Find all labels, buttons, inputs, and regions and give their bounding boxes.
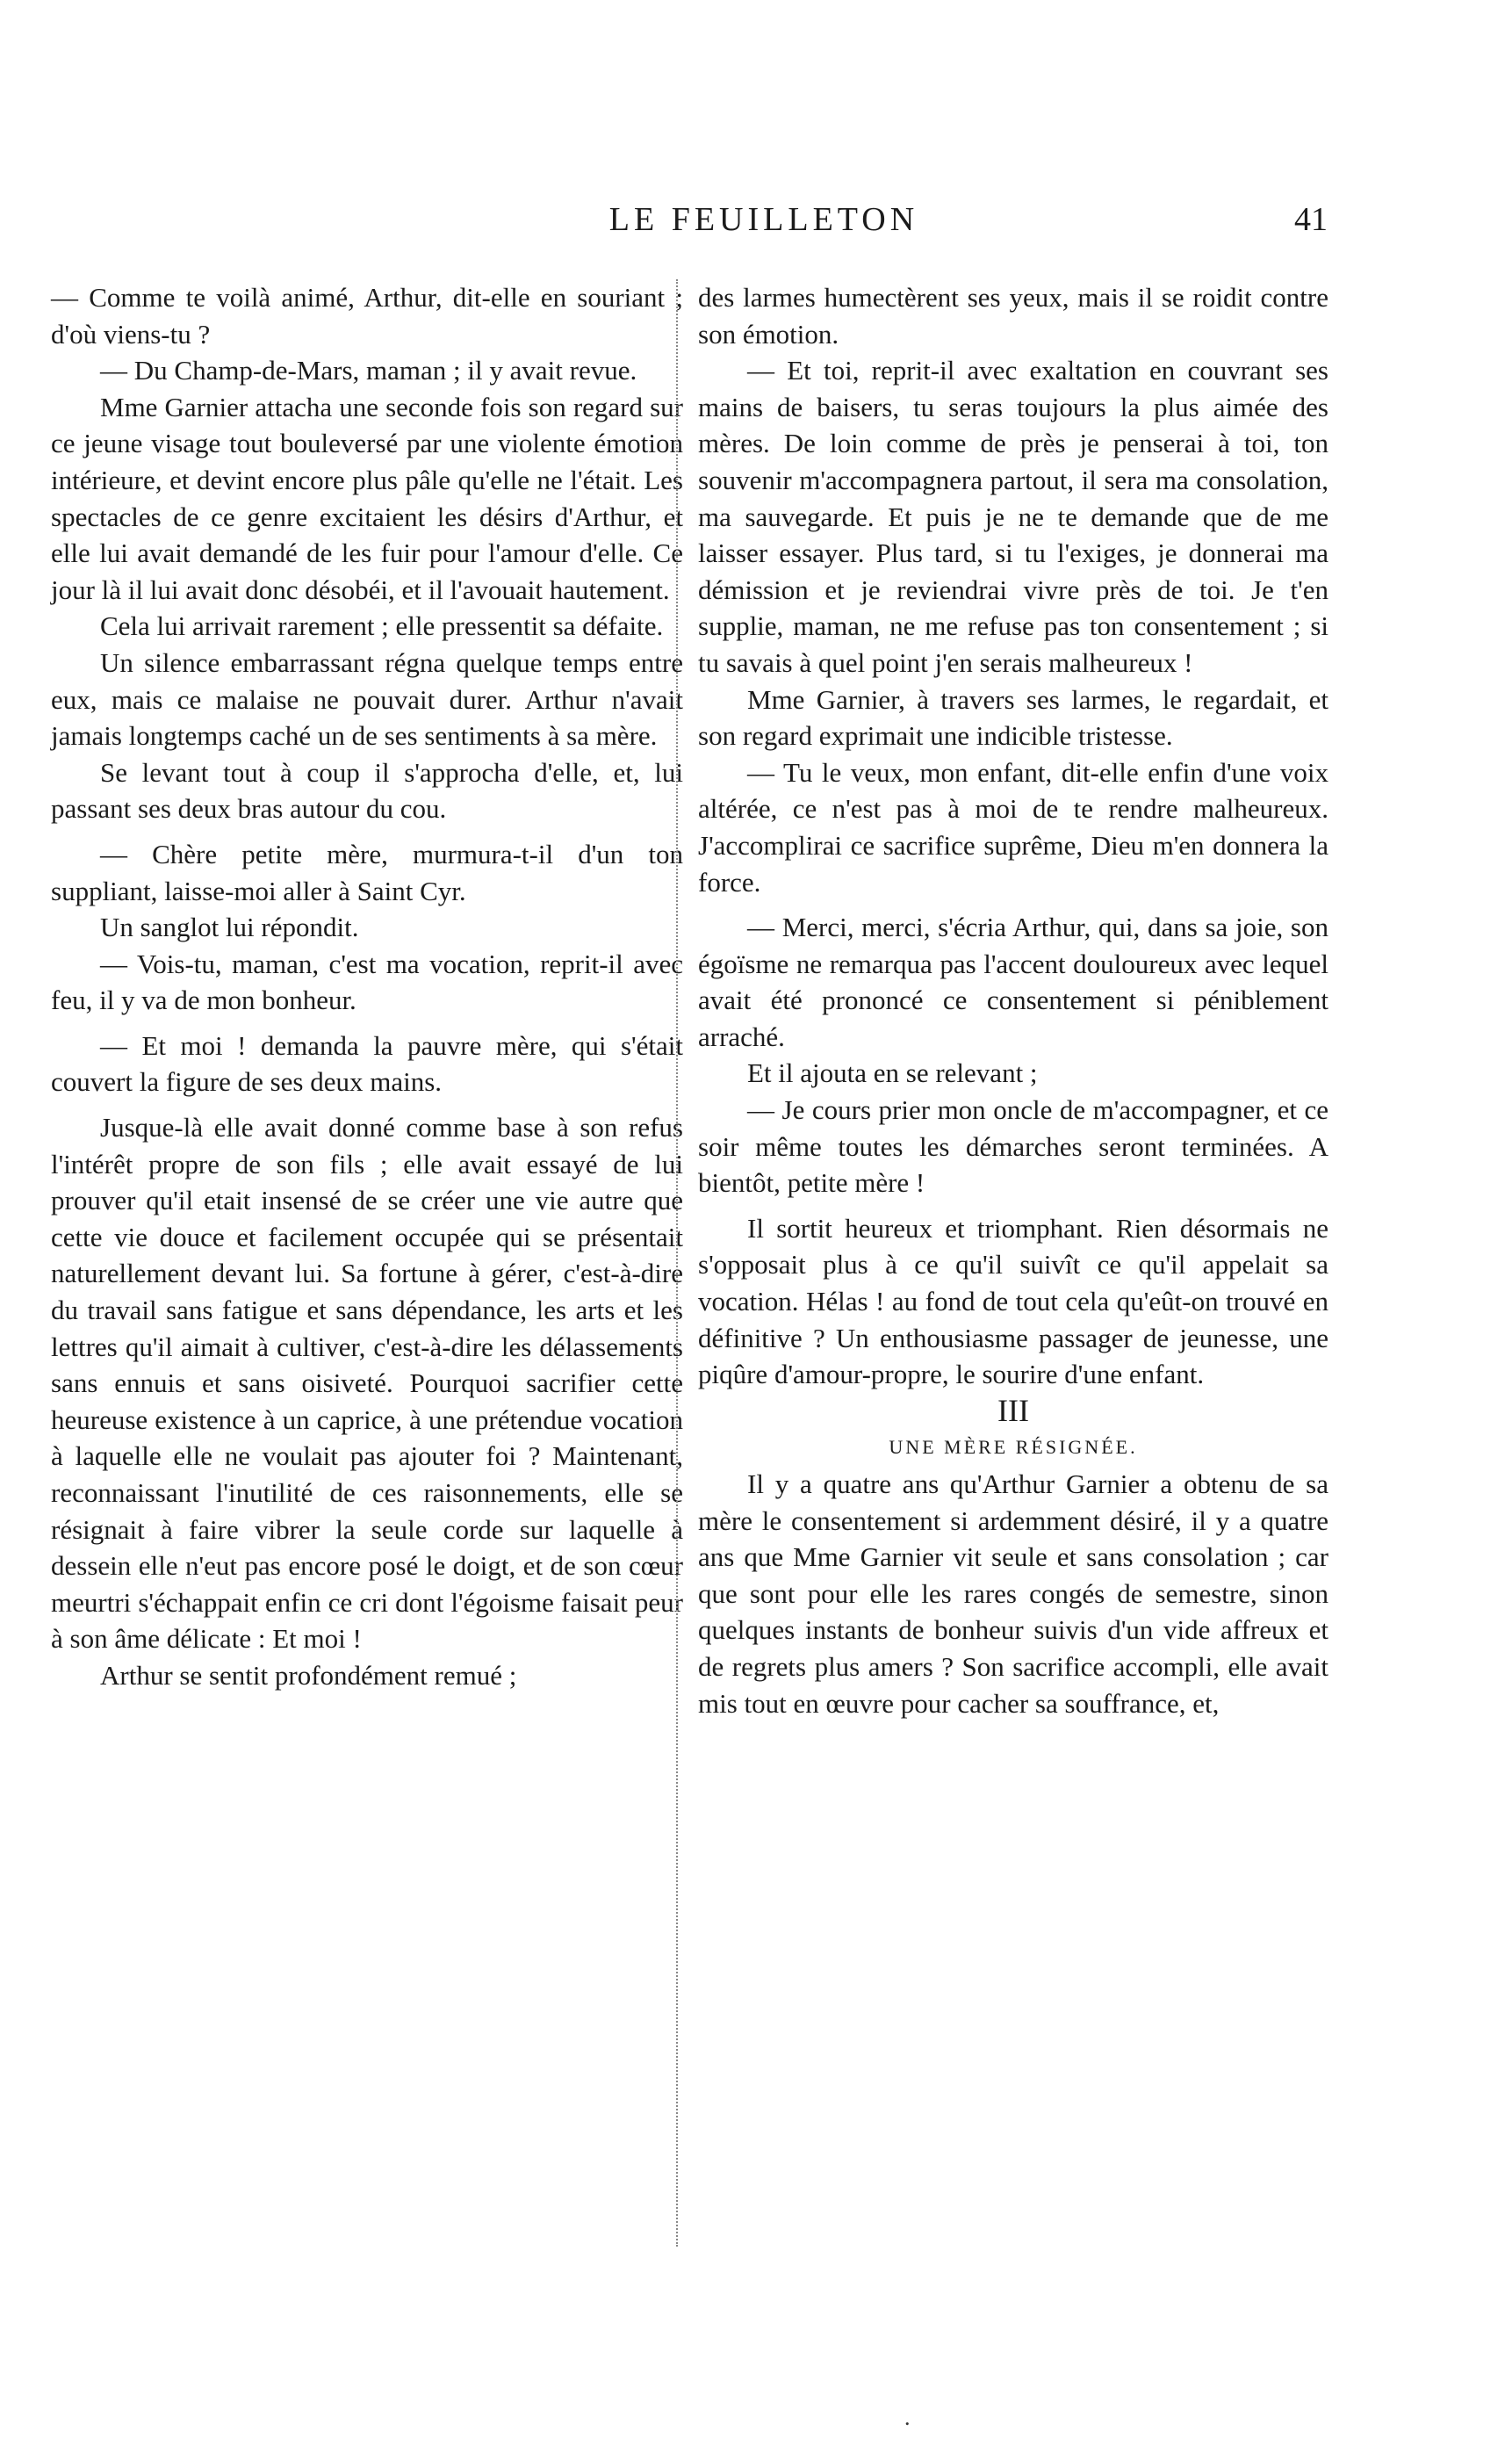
paragraph: — Du Champ-de-Mars, maman ; il y avait revue. bbox=[100, 355, 637, 386]
paragraph: Se levant tout à coup il s'approcha d'elle, et, lui passant ses deux bras autour du cou. bbox=[51, 756, 683, 825]
page-number: 41 bbox=[1294, 201, 1328, 238]
running-head bbox=[0, 200, 1512, 253]
paragraph: — Chère petite mère, murmura-t-il d'un ton suppliant, laisse-moi aller à Saint Cyr. bbox=[51, 838, 683, 906]
right-column bbox=[698, 279, 1328, 1721]
paragraph: Un silence embarrassant régna quelque temps entre eux, mais ce malaise ne pouvait durer. Arthur n'avait jamais longtemps caché un de ses sentiments à sa mère. bbox=[51, 646, 683, 752]
paragraph: — Et moi ! demanda la pauvre mère, qui s'était couvert la figure de ses deux mains. bbox=[51, 1029, 683, 1098]
paragraph: Jusque-là elle avait donné comme base à son refus l'intérêt propre de son fils ; elle avait essayé de lui prouver qu'il etait insensé de se créer une vie autre que cette vie douce et facilement occupée qui se présentait naturellement devant lui. Sa fortune à gérer, c'est-à-dire du travail sans fatigue et sans dépendance, les arts et les lettres qu'il aimait à cultiver, c'est-à-dire les délassements sans ennuis et sans oisiveté. Pourquoi sacrifier cette heureuse existence à un caprice, à une prétendue vocation à laquelle elle ne voulait pas ajouter foi ? Maintenant, reconnaissant l'inutilité de ces raisonnements, elle se résignait à faire vibrer la seule corde sur laquelle à dessein elle n'eut pas encore posé le doigt, et de son cœur meurtri s'échappait enfin ce cri dont l'égoisme faisait peur à son âme délicate : Et moi ! bbox=[51, 1112, 683, 1655]
page-title: LE FEUILLETON bbox=[608, 201, 919, 238]
paragraph: — Et toi, reprit-il avec exaltation en couvrant ses mains de baisers, tu seras toujours la plus aimée des mères. De loin comme de près je penserai à toi, ton souvenir m'accompagnera partout, il sera ma consolation, ma sauvegarde. Et puis je ne te demande que de me laisser essayer. Plus tard, si tu l'exiges, je donnerai ma démission et je reviendrai vivre près de toi. Je t'en supplie, maman, ne me refuse pas ton consentement ; si tu savais à quel point j'en serais malheureux ! bbox=[698, 355, 1328, 678]
chapter-title: UNE MÈRE RÉSIGNÉE. bbox=[889, 1436, 1138, 1459]
chapter-number: III bbox=[997, 1392, 1029, 1428]
paragraph: Arthur se sentit profondément remué ; bbox=[100, 1659, 517, 1691]
paragraph: Un sanglot lui répondit. bbox=[100, 912, 359, 943]
paragraph: Cela lui arrivait rarement ; elle pressentit sa défaite. bbox=[100, 610, 664, 642]
paragraph: — Je cours prier mon oncle de m'accompagner, et ce soir même toutes les démarches seront terminées. A bientôt, petite mère ! bbox=[698, 1094, 1328, 1199]
paragraph: Mme Garnier, à travers ses larmes, le regardait, et son regard exprimait une indicible tristesse. bbox=[698, 683, 1328, 752]
paragraph: Et il ajouta en se relevant ; bbox=[747, 1057, 1038, 1089]
column-divider bbox=[676, 279, 678, 2247]
paragraph: — Merci, merci, s'écria Arthur, qui, dans sa joie, son égoïsme ne remarqua pas l'accent douloureux avec lequel avait été prononcé ce consentement si péniblement arraché. bbox=[698, 912, 1328, 1052]
left-column bbox=[51, 279, 683, 1694]
paragraph: des larmes humectèrent ses yeux, mais il se roidit contre son émotion. bbox=[698, 282, 1328, 350]
paragraph: — Tu le veux, mon enfant, dit-elle enfin d'une voix altérée, ce n'est pas à moi de te rendre malheureux. J'accomplirai ce sacrifice suprême, Dieu m'en donnera la force. bbox=[698, 756, 1328, 898]
paragraph: — Vois-tu, maman, c'est ma vocation, reprit-il avec feu, il y va de mon bonheur. bbox=[51, 948, 683, 1016]
footer-mark: . bbox=[904, 2405, 911, 2430]
paragraph: Il y a quatre ans qu'Arthur Garnier a obtenu de sa mère le consentement si ardemment désiré, il y a quatre ans que Mme Garnier vit seule et sans consolation ; car que sont pour elle les rares congés de semestre, sinon quelques instants de bonheur suivis d'un vide affreux et de regrets plus amers ? Son sacrifice accompli, elle avait mis tout en œuvre pour cacher sa souffrance, et, bbox=[698, 1468, 1328, 1719]
paragraph: Il sortit heureux et triomphant. Rien désormais ne s'opposait plus à ce qu'il suivît ce qu'il appelait sa vocation. Hélas ! au fond de tout cela qu'eût-on trouvé en définitive ? Un enthousiasme passager de jeunesse, une piqûre d'amour-propre, le sourire d'une enfant. bbox=[698, 1212, 1328, 1390]
paragraph: — Comme te voilà animé, Arthur, dit-elle en souriant ; d'où viens-tu ? bbox=[51, 282, 683, 350]
paragraph: Mme Garnier attacha une seconde fois son regard sur ce jeune visage tout bouleversé par une violente émotion intérieure, et devint encore plus pâle qu'elle ne l'était. Les spectacles de ce genre excitaient les désirs d'Arthur, et elle lui avait demandé de les fuir pour l'amour d'elle. Ce jour là il lui avait donc désobéi, et il l'avouait hautement. bbox=[51, 391, 683, 605]
